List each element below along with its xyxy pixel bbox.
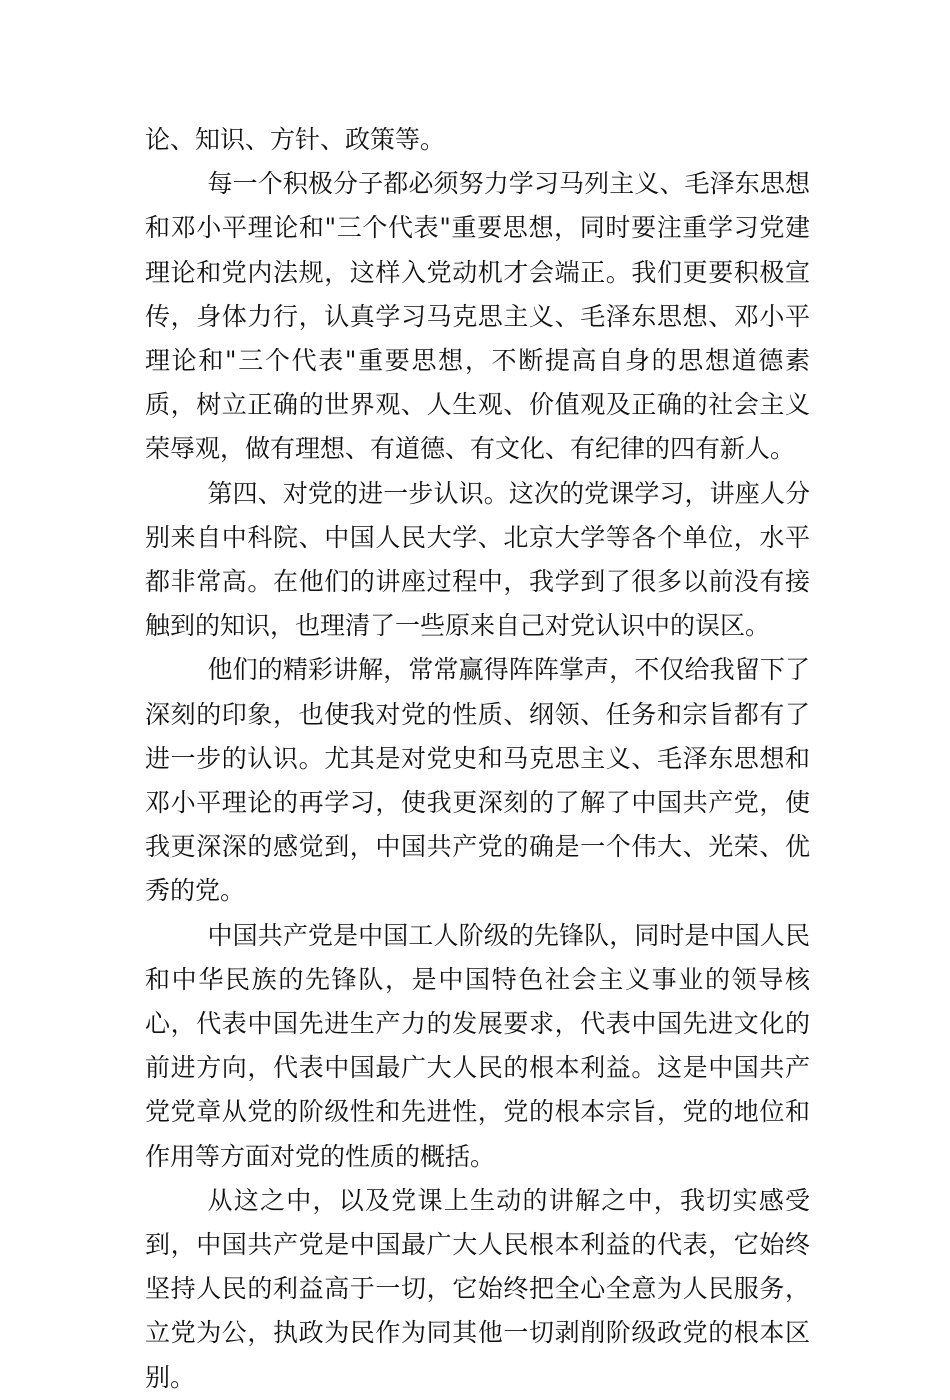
paragraph-fourth-understanding: 第四、对党的进一步认识。这次的党课学习，讲座人分别来自中科院、中国人民大学、北京大学等各个单位，水平都非常高。在他们的讲座过程中，我学到了很多以前没有接触到的知识，也理清了一些原来自己对党认识中的误区。 bbox=[145, 478, 810, 641]
paragraph-study-theory: 每一个积极分子都必须努力学习马列主义、毛泽东思想和邓小平理论和"三个代表"重要思想，同时要注重学习党建理论和党内法规，这样入党动机才会端正。我们更要积极宣传，身体力行，认真学习马克思主义、毛泽东思想、邓小平理论和"三个代表"重要思想，不断提高自身的思想道德素质，树立正确的世界观、人生观、价值观及正确的社会主义荣辱观，做有理想、有道德、有文化、有纪律的四有新人。 bbox=[145, 169, 810, 464]
paragraph-conclusion: 从这之中，以及党课上生动的讲解之中，我切实感受到，中国共产党是中国最广大人民根本利益的代表，它始终坚持人民的利益高于一切，它始终把全心全意为人民服务，立党为公，执政为民作为同其他一切剥削阶级政党的根本区别。 bbox=[145, 1185, 810, 1392]
paragraph-continuation: 论、知识、方针、政策等。 bbox=[145, 125, 446, 154]
paragraph-party-nature: 中国共产党是中国工人阶级的先锋队，同时是中国人民和中华民族的先锋队，是中国特色社会主义事业的领导核心，代表中国先进生产力的发展要求，代表中国先进文化的前进方向，代表中国最广大人民的根本利益。这是中国共产党党章从党的阶级性和先进性，党的根本宗旨，党的地位和作用等方面对党的性质的概括。 bbox=[145, 920, 810, 1171]
paragraph-lectures: 他们的精彩讲解，常常赢得阵阵掌声，不仅给我留下了深刻的印象，也使我对党的性质、纲领、任务和宗旨都有了进一步的认识。尤其是对党史和马克思主义、毛泽东思想和邓小平理论的再学习，使我更深刻的了解了中国共产党，使我更深深的感觉到，中国共产党的确是一个伟大、光荣、优秀的党。 bbox=[145, 655, 810, 906]
body-text bbox=[145, 118, 810, 1400]
